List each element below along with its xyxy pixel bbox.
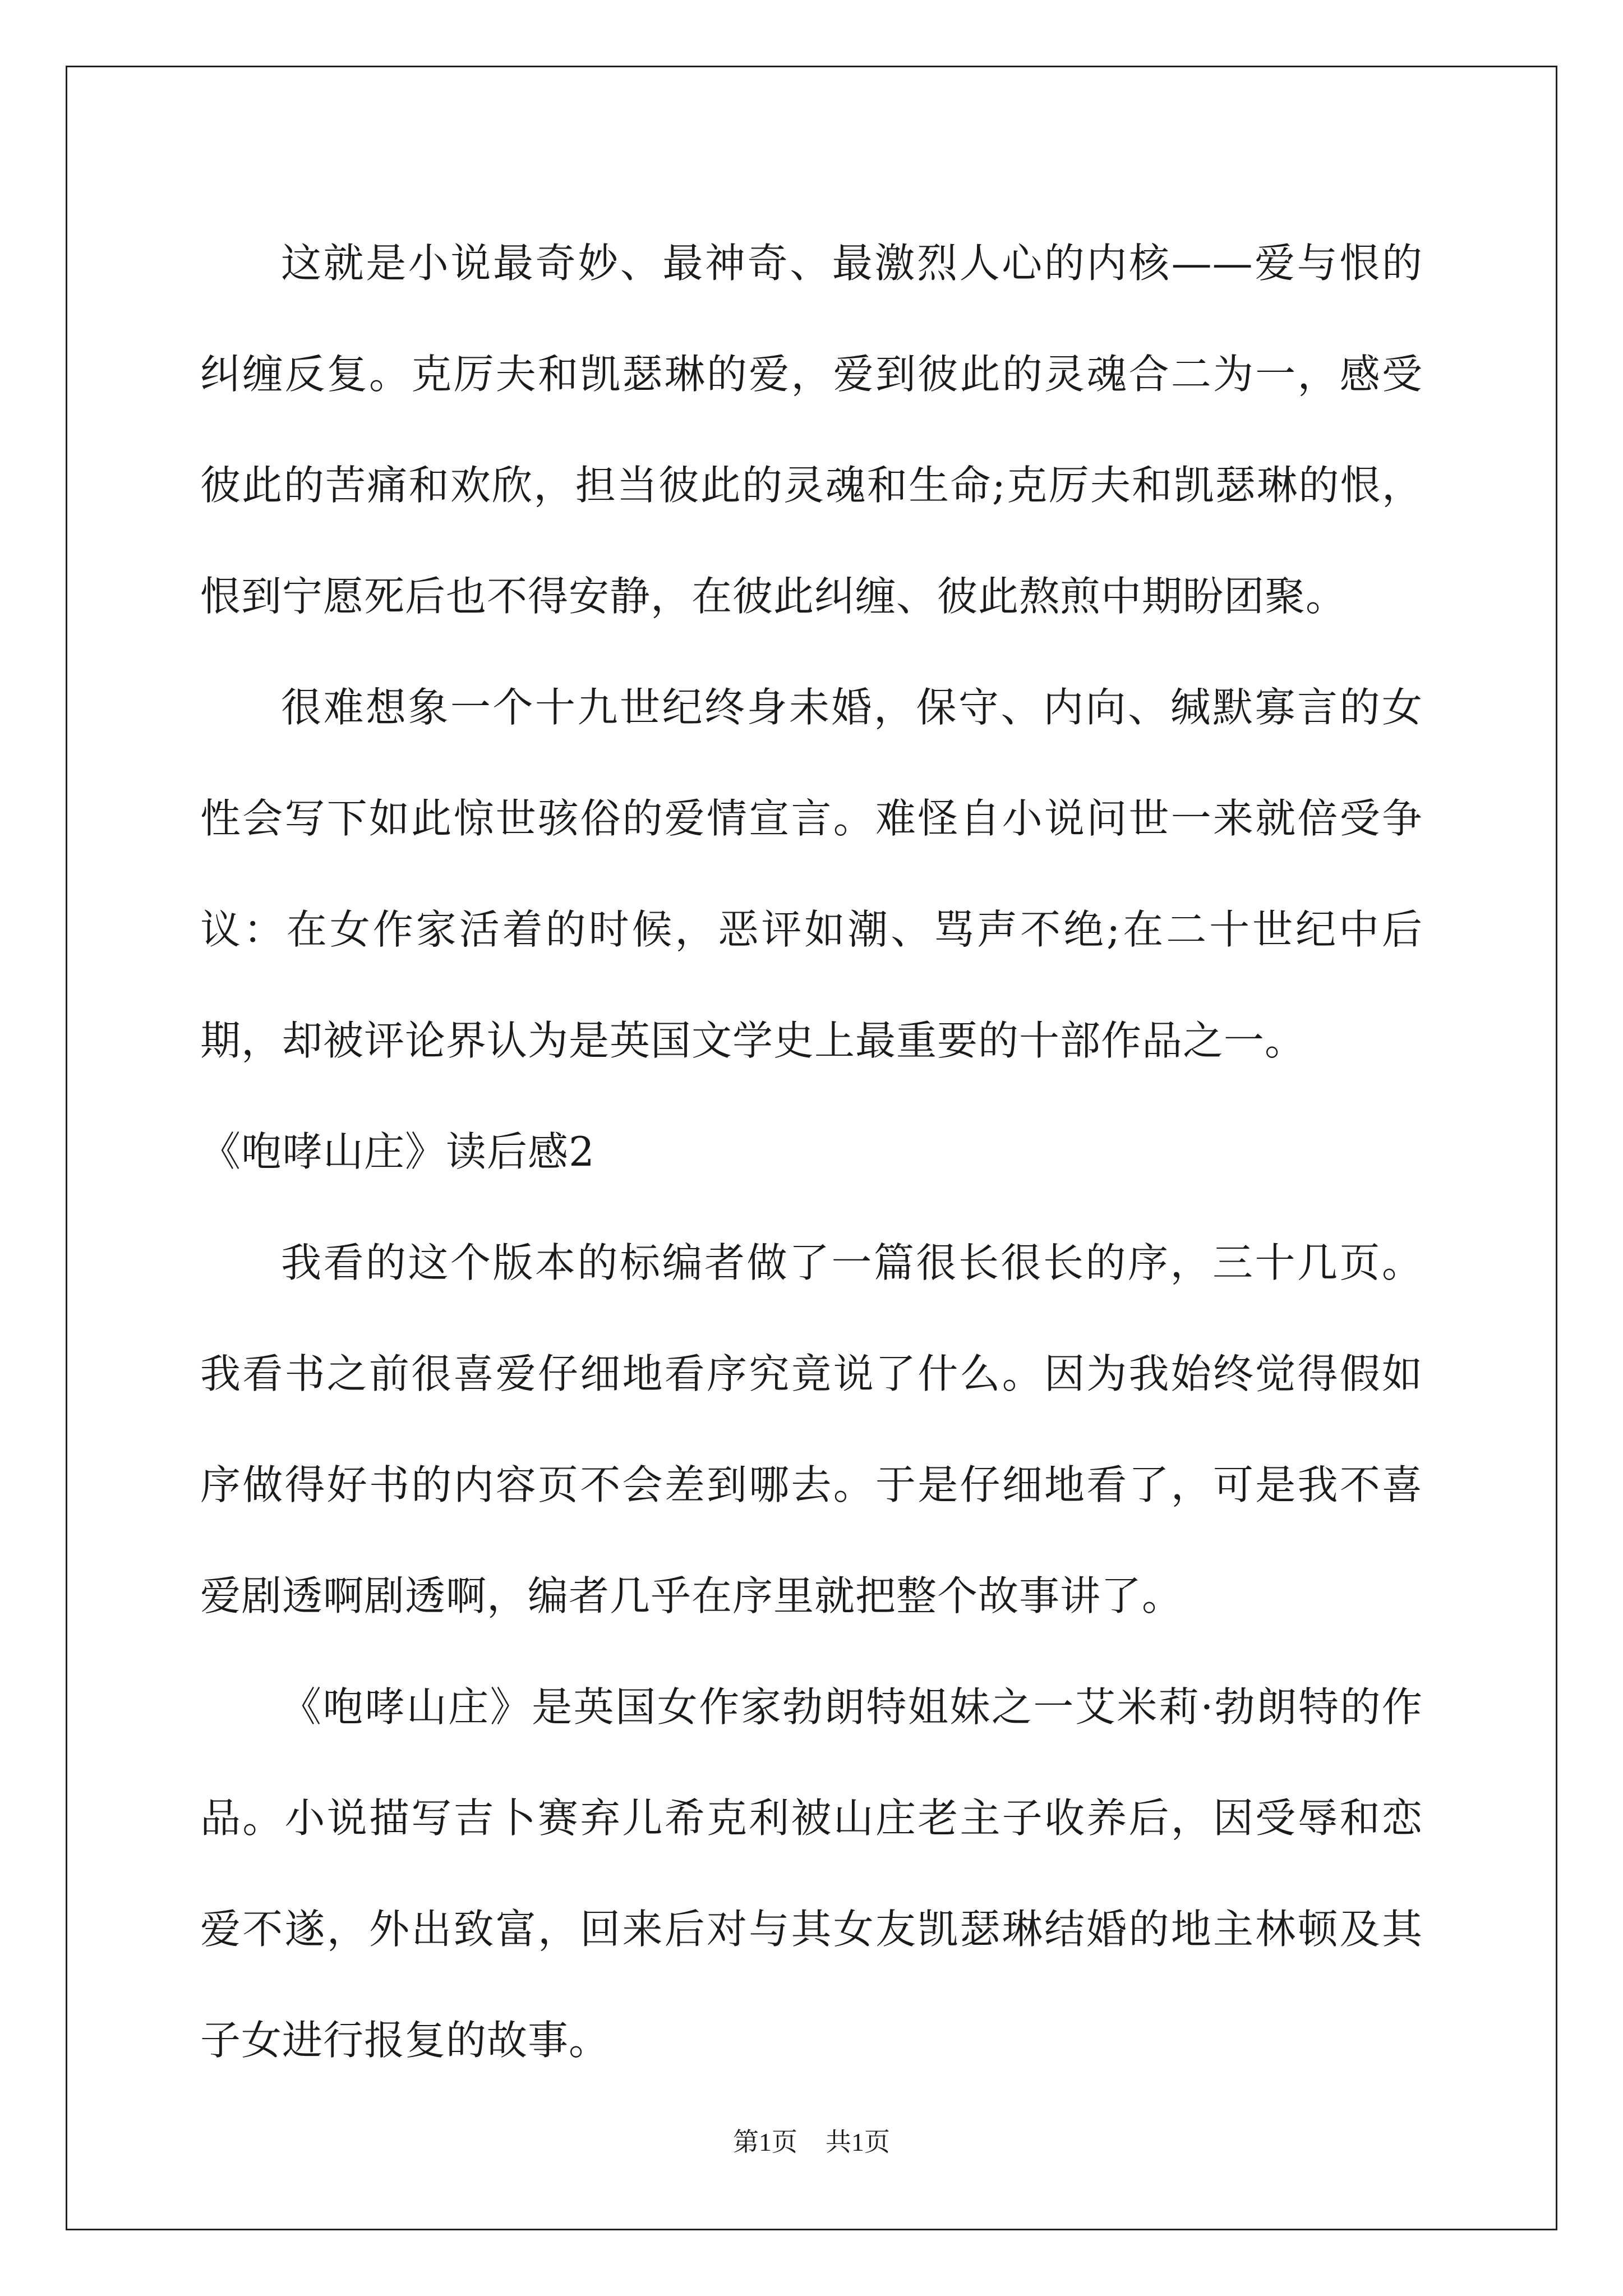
paragraph-2: 很难想象一个十九世纪终身未婚，保守、内向、缄默寡言的女性会写下如此惊世骇俗的爱情宣言。难怪自小说问世一来就倍受争议：在女作家活着的时候，恶评如潮、骂声不绝;在二十世纪中后期，却被评论界认为是英国文学史上最重要的十部作品之一。 <box>200 684 1423 1064</box>
page-number: 第1页 <box>733 2128 797 2156</box>
paragraph-4: 《咆哮山庄》是英国女作家勃朗特姐妹之一艾米莉·勃朗特的作品。小说描写吉卜赛弃儿希克利被山庄老主子收养后，因受辱和恋爱不遂，外出致富，回来后对与其女友凯瑟琳结婚的地主林顿及其子女进行报复的故事。 <box>200 1683 1423 2064</box>
page-footer <box>0 2122 1623 2159</box>
paragraph-3: 我看的这个版本的标编者做了一篇很长很长的序，三十几页。我看书之前很喜爱仔细地看序究竟说了什么。因为我始终觉得假如序做得好书的内容页不会差到哪去。于是仔细地看了，可是我不喜爱剧透啊剧透啊，编者几乎在序里就把整个故事讲了。 <box>200 1239 1423 1619</box>
page-total: 共1页 <box>826 2128 890 2156</box>
paragraph-1: 这就是小说最奇妙、最神奇、最激烈人心的内核——爱与恨的纠缠反复。克厉夫和凯瑟琳的爱，爱到彼此的灵魂合二为一，感受彼此的苦痛和欢欣，担当彼此的灵魂和生命;克厉夫和凯瑟琳的恨，恨到宁愿死后也不得安静，在彼此纠缠、彼此熬煎中期盼团聚。 <box>200 240 1423 620</box>
section-heading: 《咆哮山庄》读后感2 <box>200 1128 595 1175</box>
document-body <box>200 208 1423 2096</box>
